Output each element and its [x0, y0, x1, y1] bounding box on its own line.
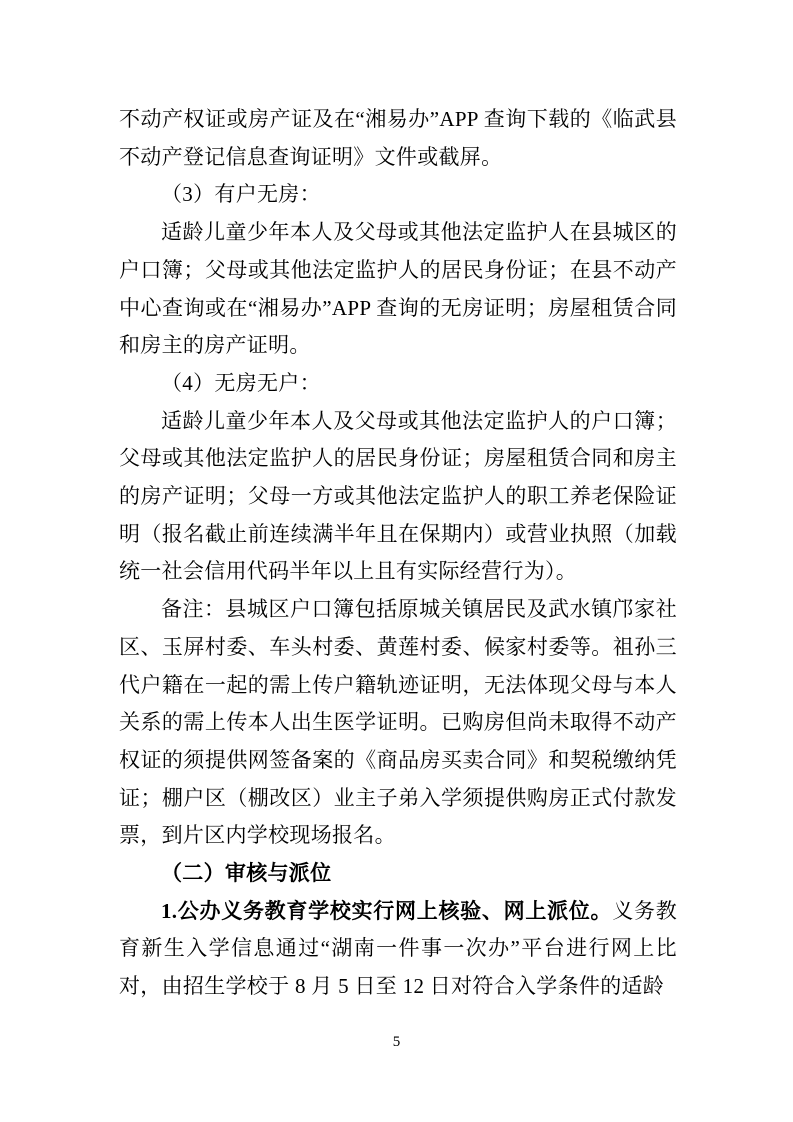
para-item4-body: 适龄儿童少年本人及父母或其他法定监护人的户口簿；父母或其他法定监护人的居民身份证；房屋租赁合同和房主的房产证明；父母一方或其他法定监护人的职工养老保险证明（报名截止前连续满半年且在保期内）或营业执照（加载统一社会信用代码半年以上且有实际经营行为）。 — [119, 408, 677, 584]
para-online-verification — [119, 893, 677, 1006]
page-number: 5 — [392, 1034, 401, 1050]
para-item3-heading: （3）有户无房： — [161, 182, 321, 207]
document-body — [119, 101, 677, 1006]
section-heading-review-placement: （二）审核与派位 — [161, 861, 332, 886]
para-item3-body: 适龄儿童少年本人及父母或其他法定监护人在县城区的户口簿；父母或其他法定监护人的居民身份证；在县不动产中心查询或在“湘易办”APP 查询的无房证明；房屋租赁合同和房主的房产证明。 — [119, 220, 677, 358]
para-online-verification-body: 义务教育新生入学信息通过“湖南一件事一次办”平台进行网上比对，由招生学校于 8 月 5 日至 12 日对符合入学条件的适龄 — [119, 898, 677, 999]
para-continuation-house-cert: 不动产权证或房产证及在“湘易办”APP 查询下载的《临武县不动产登记信息查询证明》文件或截屏。 — [119, 107, 677, 169]
para-item4-heading: （4）无房无户： — [161, 370, 321, 395]
para-online-verification-bold-lead: 1.公办义务教育学校实行网上核验、网上派位。 — [161, 898, 613, 923]
para-note: 备注：县城区户口簿包括原城关镇居民及武水镇邝家社区、玉屏村委、车头村委、黄莲村委、候家村委等。祖孙三代户籍在一起的需上传户籍轨迹证明，无法体现父母与本人关系的需上传本人出生医学证明。已购房但尚未取得不动产权证的须提供网签备案的《商品房买卖合同》和契税缴纳凭证；棚户区（棚改区）业主子弟入学须提供购房正式付款发票，到片区内学校现场报名。 — [119, 597, 677, 848]
